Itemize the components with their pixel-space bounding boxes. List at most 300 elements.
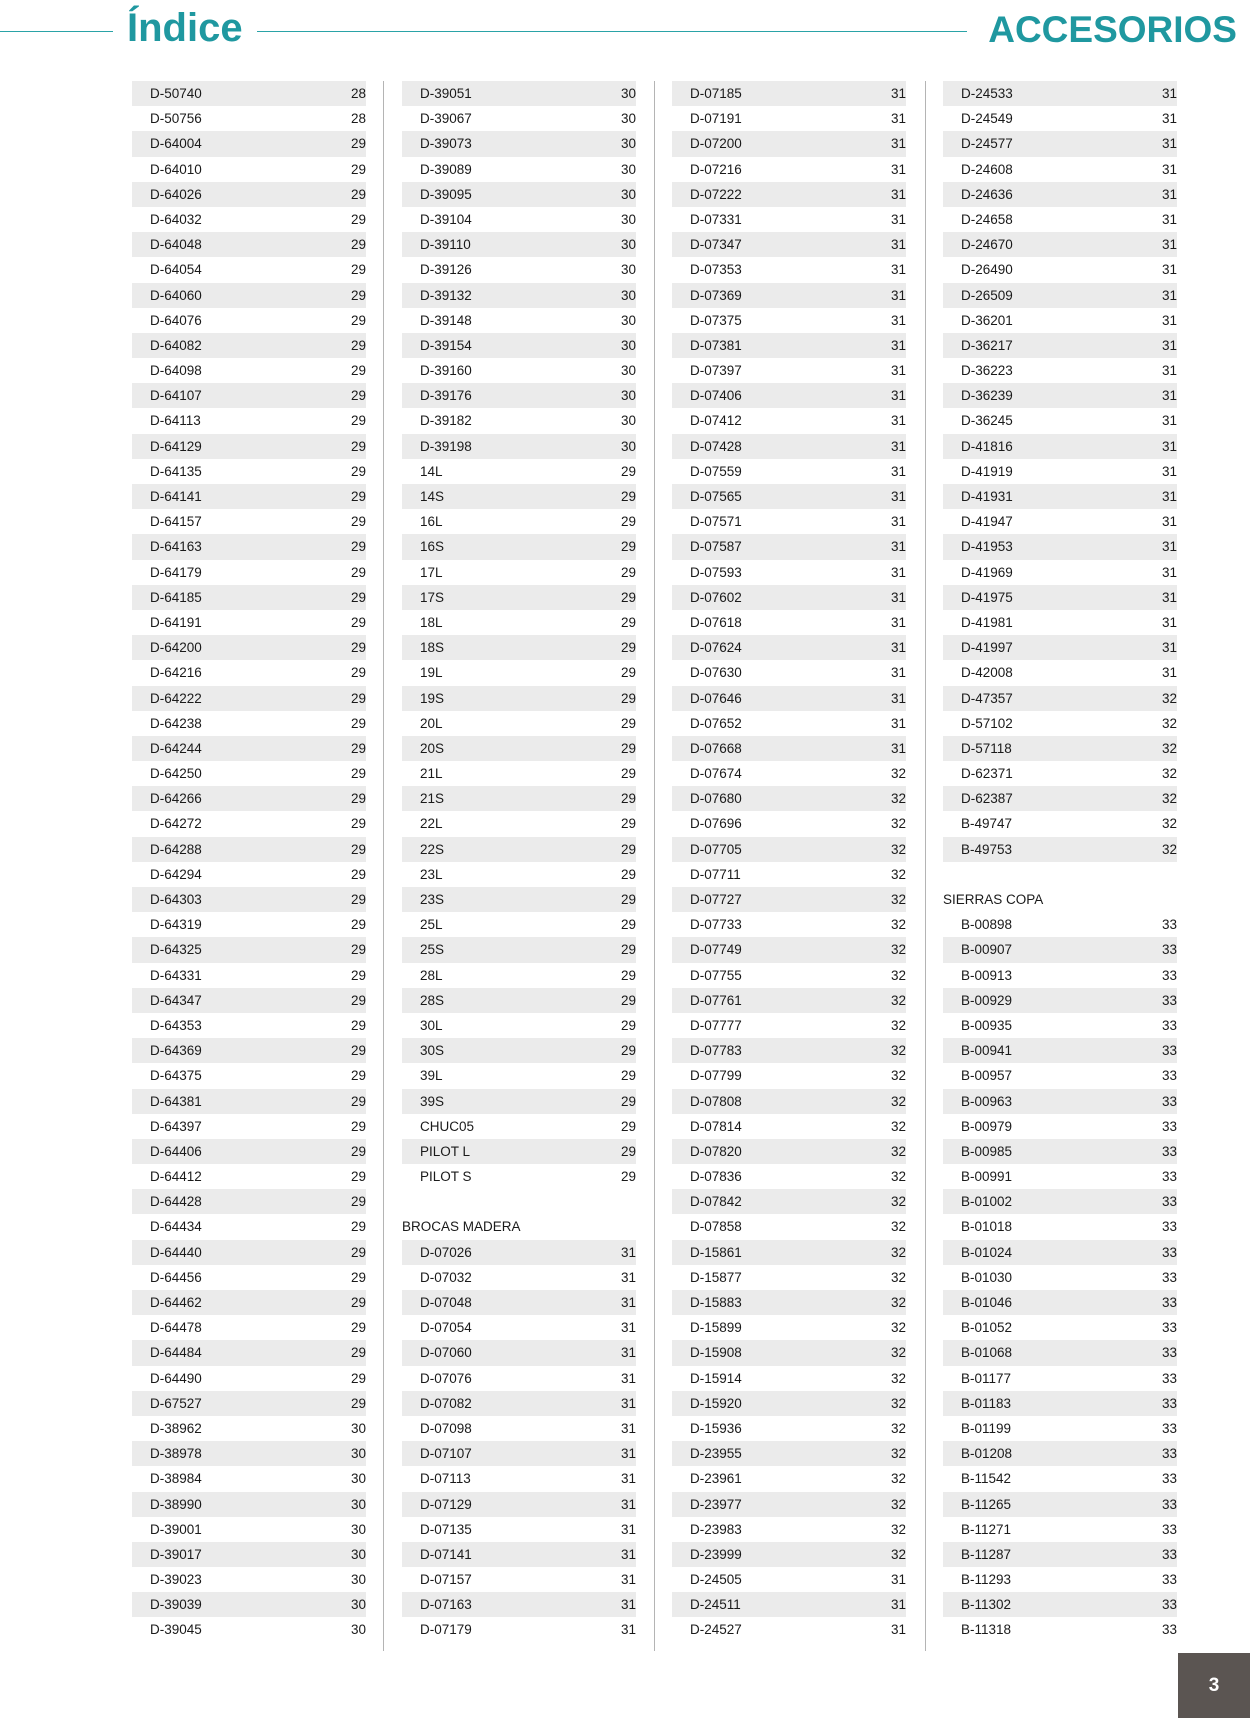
page-reference: 31 bbox=[620, 1269, 636, 1285]
page-reference: 32 bbox=[890, 1320, 906, 1336]
product-code: 19S bbox=[420, 690, 445, 706]
product-code: B-11287 bbox=[961, 1546, 1012, 1562]
page-reference: 33 bbox=[1161, 1017, 1177, 1033]
product-code: D-39023 bbox=[150, 1572, 202, 1588]
index-row bbox=[402, 1139, 636, 1164]
page-reference: 29 bbox=[350, 992, 366, 1008]
index-row bbox=[943, 1038, 1177, 1063]
index-row bbox=[132, 912, 366, 937]
index-row bbox=[672, 1416, 906, 1441]
page-reference: 29 bbox=[620, 1017, 636, 1033]
page-reference: 29 bbox=[620, 791, 636, 807]
page-reference: 33 bbox=[1161, 1295, 1177, 1310]
product-code: D-07135 bbox=[420, 1521, 472, 1537]
product-code: D-64129 bbox=[150, 438, 202, 454]
index-row bbox=[943, 1592, 1177, 1617]
product-code: D-64048 bbox=[150, 237, 202, 253]
index-row bbox=[132, 560, 366, 585]
page-reference: 29 bbox=[350, 866, 366, 882]
product-code: D-64026 bbox=[150, 186, 202, 202]
index-row bbox=[672, 207, 906, 232]
page-reference: 31 bbox=[890, 1572, 906, 1588]
index-row bbox=[132, 635, 366, 660]
page-reference: 29 bbox=[350, 740, 366, 756]
product-code: D-07630 bbox=[690, 665, 742, 681]
page-reference: 31 bbox=[1161, 86, 1177, 101]
page-reference: 29 bbox=[620, 1068, 636, 1084]
index-row bbox=[132, 1189, 366, 1214]
index-row bbox=[402, 862, 636, 887]
index-row bbox=[132, 660, 366, 685]
product-code: D-07808 bbox=[690, 1093, 742, 1109]
column-divider bbox=[654, 81, 655, 1651]
page-reference: 29 bbox=[350, 489, 366, 504]
product-code: D-07129 bbox=[420, 1496, 472, 1512]
page-reference: 33 bbox=[1161, 1622, 1177, 1638]
index-row bbox=[402, 1517, 636, 1542]
index-row bbox=[402, 1315, 636, 1340]
index-row bbox=[132, 182, 366, 207]
index-row bbox=[672, 686, 906, 711]
page-reference: 31 bbox=[890, 539, 906, 555]
page-number-badge: 3 bbox=[1178, 1653, 1250, 1718]
index-row bbox=[672, 988, 906, 1013]
product-code: D-64010 bbox=[150, 161, 202, 177]
page-reference: 31 bbox=[890, 388, 906, 404]
product-code: D-64216 bbox=[150, 665, 202, 681]
product-code: B-00985 bbox=[961, 1143, 1013, 1159]
index-row bbox=[943, 1013, 1177, 1038]
page-reference: 32 bbox=[890, 1471, 906, 1487]
product-code: B-00963 bbox=[961, 1093, 1013, 1109]
index-row bbox=[672, 1567, 906, 1592]
product-code: D-64113 bbox=[150, 413, 201, 429]
index-row bbox=[402, 534, 636, 559]
page-reference: 32 bbox=[890, 766, 906, 782]
index-row bbox=[943, 1139, 1177, 1164]
product-code: D-41975 bbox=[961, 589, 1013, 605]
product-code: D-23999 bbox=[690, 1546, 742, 1562]
product-code: D-64456 bbox=[150, 1269, 202, 1285]
page-reference: 29 bbox=[620, 690, 636, 706]
product-code: 25S bbox=[420, 942, 445, 958]
product-code: D-07381 bbox=[690, 337, 742, 353]
index-row bbox=[132, 811, 366, 836]
page-reference: 31 bbox=[890, 262, 906, 278]
index-row bbox=[132, 509, 366, 534]
page-reference: 31 bbox=[1161, 564, 1177, 580]
index-row bbox=[402, 1265, 636, 1290]
page-reference: 33 bbox=[1161, 992, 1177, 1008]
page-reference: 31 bbox=[1161, 363, 1177, 379]
index-row bbox=[402, 912, 636, 937]
header-rule bbox=[257, 31, 967, 32]
page-reference: 29 bbox=[620, 740, 636, 756]
product-code: D-64434 bbox=[150, 1219, 202, 1235]
page-reference: 29 bbox=[350, 1269, 366, 1285]
index-row bbox=[943, 1441, 1177, 1466]
page-reference: 29 bbox=[350, 1068, 366, 1084]
page-reference: 30 bbox=[620, 438, 636, 454]
page-reference: 33 bbox=[1161, 1244, 1177, 1260]
product-code: D-39198 bbox=[420, 438, 472, 454]
product-code: D-07587 bbox=[690, 539, 742, 555]
product-code: D-23961 bbox=[690, 1471, 742, 1487]
index-row bbox=[943, 283, 1177, 308]
page-reference: 29 bbox=[350, 1093, 366, 1109]
page-reference: 29 bbox=[620, 463, 636, 479]
product-code: D-64222 bbox=[150, 690, 202, 706]
page-reference: 31 bbox=[1161, 539, 1177, 555]
index-row bbox=[943, 660, 1177, 685]
product-code: D-57118 bbox=[961, 740, 1012, 756]
product-code: D-15936 bbox=[690, 1420, 742, 1436]
page-reference: 29 bbox=[350, 665, 366, 681]
product-code: D-38962 bbox=[150, 1420, 202, 1436]
index-row bbox=[672, 736, 906, 761]
index-row bbox=[943, 534, 1177, 559]
product-code: D-07406 bbox=[690, 388, 742, 404]
page-reference: 29 bbox=[620, 917, 636, 933]
index-row bbox=[402, 1416, 636, 1441]
page-reference: 33 bbox=[1161, 1471, 1177, 1487]
page-reference: 33 bbox=[1161, 1546, 1177, 1562]
page-reference: 33 bbox=[1161, 1420, 1177, 1436]
index-row bbox=[672, 937, 906, 962]
page-reference: 30 bbox=[350, 1597, 366, 1613]
product-code: D-07032 bbox=[420, 1269, 472, 1285]
index-row bbox=[402, 358, 636, 383]
index-row bbox=[943, 1315, 1177, 1340]
index-row bbox=[943, 1517, 1177, 1542]
index-row bbox=[943, 1492, 1177, 1517]
page-reference: 31 bbox=[620, 1420, 636, 1436]
page-reference: 31 bbox=[890, 740, 906, 756]
product-code: D-24527 bbox=[690, 1622, 742, 1638]
index-row bbox=[672, 509, 906, 534]
index-row bbox=[672, 232, 906, 257]
product-code: D-36223 bbox=[961, 363, 1013, 379]
page-reference: 31 bbox=[620, 1345, 636, 1361]
page-reference: 31 bbox=[1161, 136, 1177, 152]
product-code: B-11542 bbox=[961, 1471, 1012, 1487]
index-row bbox=[943, 182, 1177, 207]
index-row bbox=[943, 257, 1177, 282]
page-reference: 31 bbox=[890, 640, 906, 656]
index-row bbox=[672, 635, 906, 660]
product-code: D-64135 bbox=[150, 463, 202, 479]
page-reference: 29 bbox=[350, 363, 366, 379]
page-reference: 31 bbox=[1161, 287, 1177, 303]
index-row bbox=[402, 131, 636, 156]
index-row bbox=[672, 1038, 906, 1063]
index-row bbox=[672, 912, 906, 937]
product-code: D-07076 bbox=[420, 1370, 472, 1386]
page-reference: 31 bbox=[620, 1546, 636, 1562]
product-code: D-41947 bbox=[961, 514, 1013, 530]
product-code: D-38978 bbox=[150, 1446, 202, 1462]
page-reference: 31 bbox=[890, 312, 906, 328]
index-row bbox=[672, 811, 906, 836]
product-code: D-07820 bbox=[690, 1143, 742, 1159]
page-title: Índice bbox=[127, 6, 243, 50]
page-reference: 32 bbox=[1161, 841, 1177, 857]
product-code: 23S bbox=[420, 892, 445, 907]
page-reference: 30 bbox=[350, 1496, 366, 1512]
product-code: D-07054 bbox=[420, 1320, 472, 1336]
index-row bbox=[943, 81, 1177, 106]
index-row bbox=[402, 509, 636, 534]
page-reference: 31 bbox=[620, 1244, 636, 1260]
page-reference: 32 bbox=[890, 1068, 906, 1084]
page-reference: 29 bbox=[620, 866, 636, 882]
index-row bbox=[132, 887, 366, 912]
page-reference: 29 bbox=[350, 1295, 366, 1310]
page-reference: 29 bbox=[620, 892, 636, 907]
page-reference: 29 bbox=[620, 1169, 636, 1185]
index-row bbox=[943, 686, 1177, 711]
page-reference: 32 bbox=[890, 1143, 906, 1159]
product-code: D-07727 bbox=[690, 892, 742, 907]
product-code: D-64369 bbox=[150, 1043, 202, 1059]
page-reference: 31 bbox=[1161, 262, 1177, 278]
page-reference: 32 bbox=[890, 1244, 906, 1260]
index-row bbox=[672, 1366, 906, 1391]
product-code: D-57102 bbox=[961, 715, 1013, 731]
index-row bbox=[402, 837, 636, 862]
product-code: D-64266 bbox=[150, 791, 202, 807]
product-code: D-39017 bbox=[150, 1546, 202, 1562]
product-code: D-50740 bbox=[150, 86, 202, 101]
product-code: D-07369 bbox=[690, 287, 742, 303]
product-code: D-64107 bbox=[150, 388, 202, 404]
index-row bbox=[132, 862, 366, 887]
index-row bbox=[672, 610, 906, 635]
product-code: 14L bbox=[420, 463, 443, 479]
product-code: D-64428 bbox=[150, 1194, 202, 1210]
product-code: 21L bbox=[420, 766, 443, 782]
product-code: D-64250 bbox=[150, 766, 202, 782]
index-row bbox=[402, 1340, 636, 1365]
page-reference: 30 bbox=[620, 237, 636, 253]
page-reference: 29 bbox=[350, 514, 366, 530]
product-code: D-39110 bbox=[420, 237, 471, 253]
product-code: D-64244 bbox=[150, 740, 202, 756]
product-code: B-49753 bbox=[961, 841, 1013, 857]
page-reference: 28 bbox=[350, 111, 366, 127]
page-reference: 31 bbox=[890, 237, 906, 253]
index-row bbox=[672, 358, 906, 383]
product-code: B-00941 bbox=[961, 1043, 1013, 1059]
index-row bbox=[402, 1441, 636, 1466]
product-code: D-07842 bbox=[690, 1194, 742, 1210]
page-reference: 31 bbox=[1161, 514, 1177, 530]
index-row bbox=[943, 484, 1177, 509]
product-code: D-07179 bbox=[420, 1622, 472, 1638]
page-reference: 29 bbox=[350, 841, 366, 857]
product-code: B-00898 bbox=[961, 917, 1013, 933]
product-code: D-36217 bbox=[961, 337, 1013, 353]
index-row bbox=[943, 1466, 1177, 1491]
page-reference: 31 bbox=[890, 1597, 906, 1613]
product-code: D-07216 bbox=[690, 161, 742, 177]
index-row bbox=[943, 383, 1177, 408]
index-row bbox=[672, 1063, 906, 1088]
page-reference: 32 bbox=[890, 1446, 906, 1462]
product-code: D-64347 bbox=[150, 992, 202, 1008]
product-code: D-64440 bbox=[150, 1244, 202, 1260]
page-reference: 32 bbox=[890, 1017, 906, 1033]
index-row bbox=[402, 585, 636, 610]
product-code: PILOT L bbox=[420, 1143, 471, 1159]
page-reference: 31 bbox=[1161, 237, 1177, 253]
index-row bbox=[943, 1164, 1177, 1189]
page-reference: 31 bbox=[890, 463, 906, 479]
index-row bbox=[402, 786, 636, 811]
page-reference: 29 bbox=[350, 1320, 366, 1336]
product-code: B-01030 bbox=[961, 1269, 1013, 1285]
page-reference: 32 bbox=[890, 1269, 906, 1285]
index-row bbox=[402, 761, 636, 786]
page-reference: 29 bbox=[620, 640, 636, 656]
product-code: D-07836 bbox=[690, 1169, 742, 1185]
page-reference: 29 bbox=[620, 564, 636, 580]
index-row bbox=[672, 862, 906, 887]
page-reference: 32 bbox=[890, 1219, 906, 1235]
index-row bbox=[943, 308, 1177, 333]
product-code: B-00913 bbox=[961, 967, 1013, 983]
page-reference: 29 bbox=[350, 640, 366, 656]
index-row bbox=[943, 131, 1177, 156]
index-row bbox=[402, 660, 636, 685]
product-code: D-07141 bbox=[420, 1546, 472, 1562]
index-row bbox=[132, 1139, 366, 1164]
product-code: D-39182 bbox=[420, 413, 472, 429]
index-row bbox=[402, 434, 636, 459]
page-reference: 31 bbox=[1161, 161, 1177, 177]
index-row bbox=[132, 736, 366, 761]
product-code: D-64325 bbox=[150, 942, 202, 958]
page-reference: 31 bbox=[1161, 665, 1177, 681]
index-row bbox=[132, 383, 366, 408]
page-reference: 30 bbox=[620, 287, 636, 303]
index-row bbox=[672, 283, 906, 308]
product-code: B-11271 bbox=[961, 1521, 1012, 1537]
product-code: D-23955 bbox=[690, 1446, 742, 1462]
page-reference: 29 bbox=[350, 766, 366, 782]
product-code: D-64076 bbox=[150, 312, 202, 328]
product-code: D-07646 bbox=[690, 690, 742, 706]
product-code: D-24670 bbox=[961, 237, 1013, 253]
page-reference: 32 bbox=[890, 866, 906, 882]
page-reference: 29 bbox=[350, 287, 366, 303]
page-reference: 30 bbox=[620, 262, 636, 278]
page-reference: 29 bbox=[350, 161, 366, 177]
product-code: B-01018 bbox=[961, 1219, 1013, 1235]
index-row bbox=[132, 761, 366, 786]
index-row bbox=[672, 1290, 906, 1315]
product-code: D-64185 bbox=[150, 589, 202, 605]
product-code: D-07799 bbox=[690, 1068, 742, 1084]
index-row bbox=[402, 81, 636, 106]
spacer-row bbox=[943, 862, 1177, 887]
index-row bbox=[402, 1038, 636, 1063]
page-reference: 29 bbox=[620, 766, 636, 782]
page-reference: 33 bbox=[1161, 1043, 1177, 1059]
index-row bbox=[132, 786, 366, 811]
index-row bbox=[132, 459, 366, 484]
page-reference: 33 bbox=[1161, 942, 1177, 958]
index-row bbox=[672, 408, 906, 433]
index-row bbox=[672, 81, 906, 106]
product-code: D-64331 bbox=[150, 967, 202, 983]
page-reference: 32 bbox=[890, 917, 906, 933]
index-row bbox=[402, 1592, 636, 1617]
index-row bbox=[943, 1089, 1177, 1114]
index-row bbox=[402, 711, 636, 736]
index-row bbox=[132, 232, 366, 257]
index-row bbox=[402, 283, 636, 308]
product-code: D-64319 bbox=[150, 917, 202, 933]
index-row bbox=[132, 1114, 366, 1139]
product-code: D-39073 bbox=[420, 136, 472, 152]
product-code: D-64490 bbox=[150, 1370, 202, 1386]
column-divider bbox=[383, 81, 384, 1651]
page-reference: 29 bbox=[620, 715, 636, 731]
index-row bbox=[402, 408, 636, 433]
index-row bbox=[132, 1265, 366, 1290]
page-reference: 29 bbox=[620, 967, 636, 983]
index-row bbox=[132, 1089, 366, 1114]
page-reference: 33 bbox=[1161, 1572, 1177, 1588]
product-code: D-07428 bbox=[690, 438, 742, 454]
index-row bbox=[402, 988, 636, 1013]
page-reference: 31 bbox=[620, 1395, 636, 1411]
index-row bbox=[402, 106, 636, 131]
index-row bbox=[672, 1492, 906, 1517]
page-reference: 29 bbox=[350, 1395, 366, 1411]
page-reference: 30 bbox=[350, 1420, 366, 1436]
page-reference: 30 bbox=[620, 363, 636, 379]
page-reference: 30 bbox=[350, 1622, 366, 1638]
index-row bbox=[943, 761, 1177, 786]
product-code: 14S bbox=[420, 489, 445, 504]
page-reference: 31 bbox=[1161, 111, 1177, 127]
index-row bbox=[402, 157, 636, 182]
page-reference: 31 bbox=[890, 363, 906, 379]
product-code: D-67527 bbox=[150, 1395, 202, 1411]
index-row bbox=[132, 283, 366, 308]
page-reference: 29 bbox=[350, 816, 366, 832]
index-row bbox=[402, 1114, 636, 1139]
page-reference: 29 bbox=[620, 539, 636, 555]
index-row bbox=[402, 207, 636, 232]
product-code: B-11265 bbox=[961, 1496, 1012, 1512]
index-row bbox=[943, 963, 1177, 988]
product-code: D-07048 bbox=[420, 1295, 472, 1310]
index-row bbox=[672, 887, 906, 912]
product-code: D-62371 bbox=[961, 766, 1013, 782]
index-row bbox=[672, 1617, 906, 1642]
product-code: D-64303 bbox=[150, 892, 202, 907]
product-code: D-07783 bbox=[690, 1043, 742, 1059]
product-code: D-07733 bbox=[690, 917, 742, 933]
product-code: 21S bbox=[420, 791, 445, 807]
index-row bbox=[943, 106, 1177, 131]
index-row bbox=[943, 585, 1177, 610]
index-row bbox=[943, 786, 1177, 811]
page-reference: 29 bbox=[350, 1043, 366, 1059]
